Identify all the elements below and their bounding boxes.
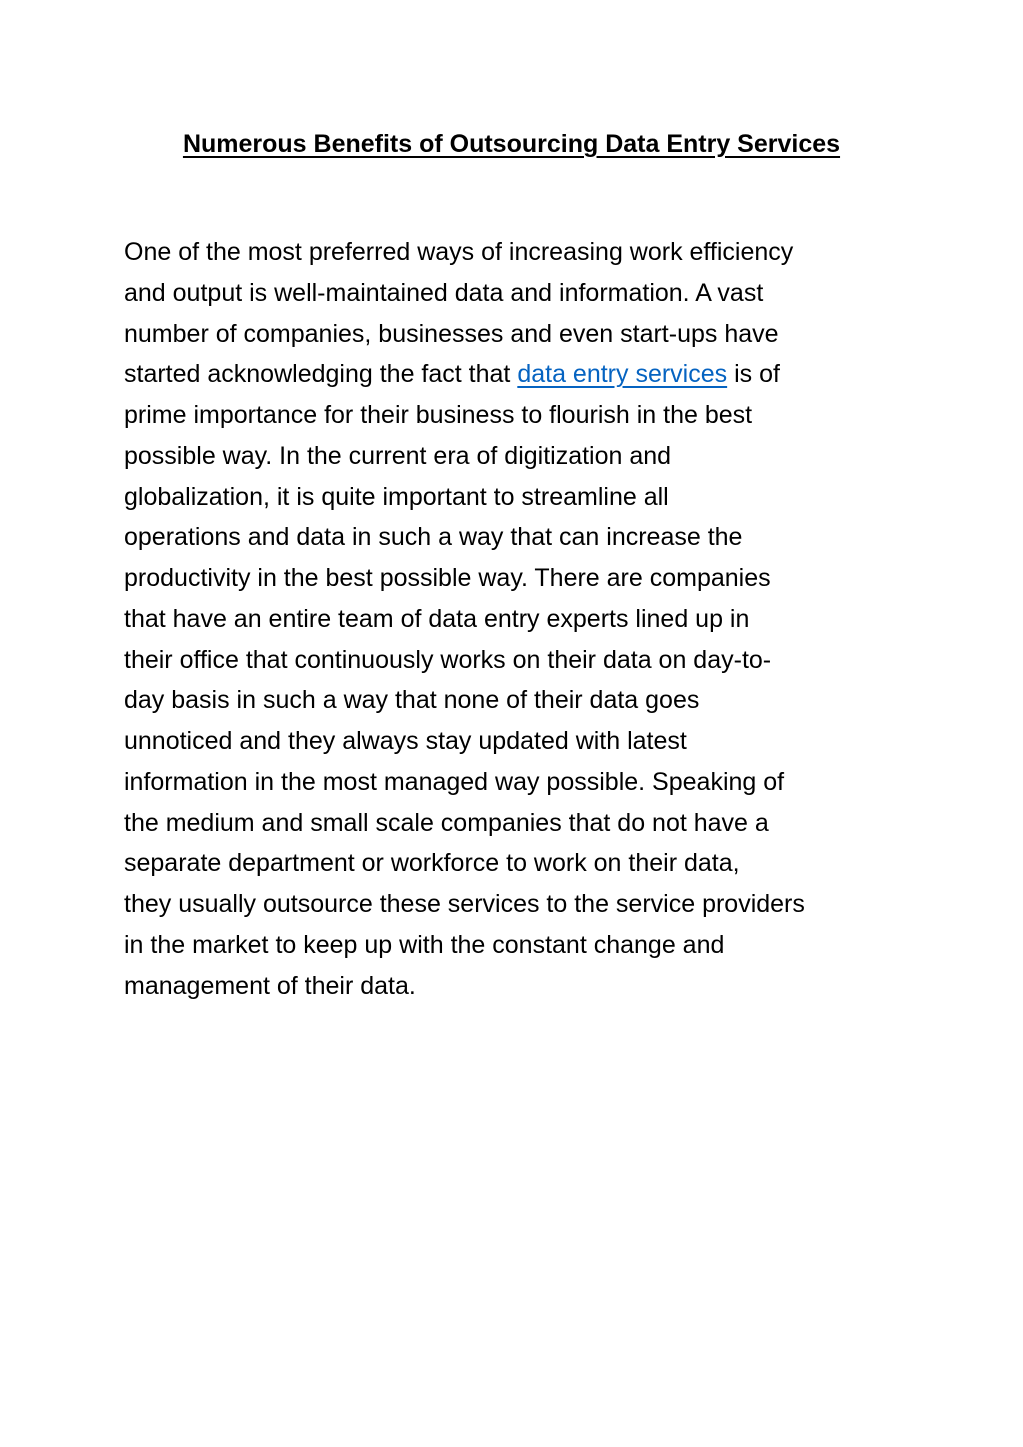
data-entry-services-link[interactable]: data entry services — [517, 360, 728, 389]
paragraph-line: the medium and small scale companies that do not have a — [124, 808, 769, 837]
paragraph-line: and output is well-maintained data and information. A vast — [124, 278, 764, 307]
paragraph-line: One of the most preferred ways of increasing work efficiency — [124, 238, 794, 266]
paragraph-line: they usually outsource these services to the service providers — [124, 890, 805, 918]
paragraph-line: that have an entire team of data entry experts lined up in — [124, 604, 750, 633]
paragraph-line: management of their data. — [124, 971, 416, 1000]
paragraph-line-text: started acknowledging the fact that — [124, 360, 518, 389]
paragraph-line: operations and data in such a way that can increase the — [124, 523, 743, 552]
paragraph-line: possible way. In the current era of digitization and — [124, 441, 672, 470]
paragraph-line: unnoticed and they always stay updated with latest — [124, 727, 687, 755]
paragraph-line: in the market to keep up with the constant change and — [124, 930, 725, 959]
paragraph-line: productivity in the best possible way. There are companies — [124, 564, 771, 592]
paragraph-line-with-link — [124, 354, 914, 395]
paragraph-line: prime importance for their business to flourish in the best — [124, 401, 753, 429]
page-title: Numerous Benefits of Outsourcing Data Entry Services — [182, 130, 841, 158]
paragraph-line: information in the most managed way possible. Speaking of — [124, 767, 785, 796]
paragraph-line: separate department or workforce to work on their data, — [124, 849, 740, 878]
paragraph-line-text: is of — [727, 360, 780, 389]
paragraph-line: number of companies, businesses and even start-ups have — [124, 319, 779, 348]
paragraph-line: their office that continuously works on their data on day-to- — [124, 645, 772, 674]
paragraph-line: day basis in such a way that none of their data goes — [124, 686, 700, 715]
body-paragraph — [124, 232, 914, 1006]
paragraph-line: globalization, it is quite important to streamline all — [124, 482, 669, 511]
